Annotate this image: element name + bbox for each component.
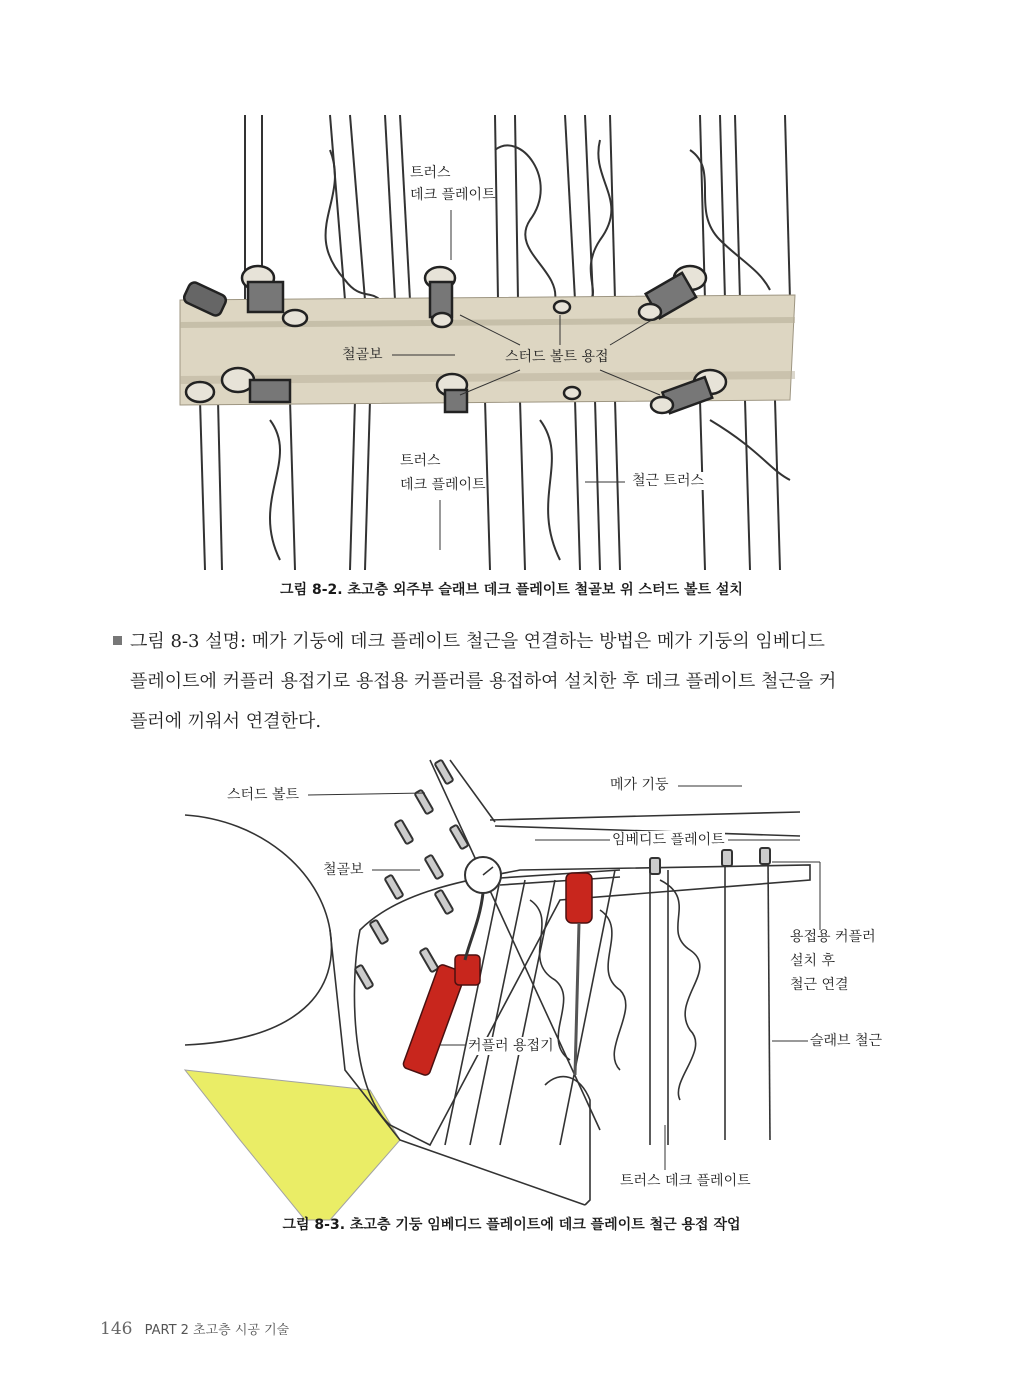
fig2-label-stud-bolt: 스터드 볼트: [227, 787, 300, 803]
fig2-label-mega-column: 메가 기둥: [610, 777, 669, 793]
page-footer: [100, 1319, 289, 1339]
fig2-label-coupler-3: 철근 연결: [790, 977, 849, 993]
fig1-label-deck-top: 데크 플레이트: [410, 187, 496, 203]
fig1-label-stud-weld: 스터드 볼트 용접: [505, 349, 609, 365]
fig1-label-truss-top: 트러스: [410, 165, 451, 181]
fig1-label-steel-beam: 철골보: [342, 347, 383, 363]
fig2-label-slab-rebar: 슬래브 철근: [810, 1033, 883, 1049]
fig1-label-deck-bottom: 데크 플레이트: [400, 477, 486, 493]
fig2-label-coupler-welder: 커플러 용접기: [468, 1038, 554, 1054]
fig2-label-coupler-1: 용접용 커플러: [790, 929, 876, 945]
figure-8-2-caption: 그림 8-2. 초고층 외주부 슬래브 데크 플레이트 철골보 위 스터드 볼트 설치: [280, 582, 743, 598]
fig1-label-rebar-truss: 철근 트러스: [632, 473, 705, 489]
body-line-1-text: 그림 8-3 설명: 메가 기둥에 데크 플레이트 철근을 연결하는 방법은 메가 기둥의 임베디드: [130, 631, 825, 652]
page-number: 146: [100, 1319, 133, 1339]
body-line-2: 플레이트에 커플러 용접기로 용접용 커플러를 용접하여 설치한 후 데크 플레이트 철근을 커: [130, 671, 837, 692]
fig2-label-steel-beam: 철골보: [323, 862, 364, 878]
figure-8-3-caption: 그림 8-3. 초고층 기둥 임베디드 플레이트에 데크 플레이트 철근 용접 작업: [282, 1217, 741, 1233]
fig2-label-truss-deck: 트러스 데크 플레이트: [620, 1173, 751, 1189]
body-line-3: 플러에 끼워서 연결한다.: [130, 711, 322, 732]
section-title: PART 2 초고층 시공 기술: [144, 1323, 290, 1338]
fig2-label-embedded-plate: 임베디드 플레이트: [612, 832, 725, 848]
fig1-label-truss-bottom: 트러스: [400, 453, 441, 469]
fig2-label-coupler-2: 설치 후: [790, 953, 836, 969]
